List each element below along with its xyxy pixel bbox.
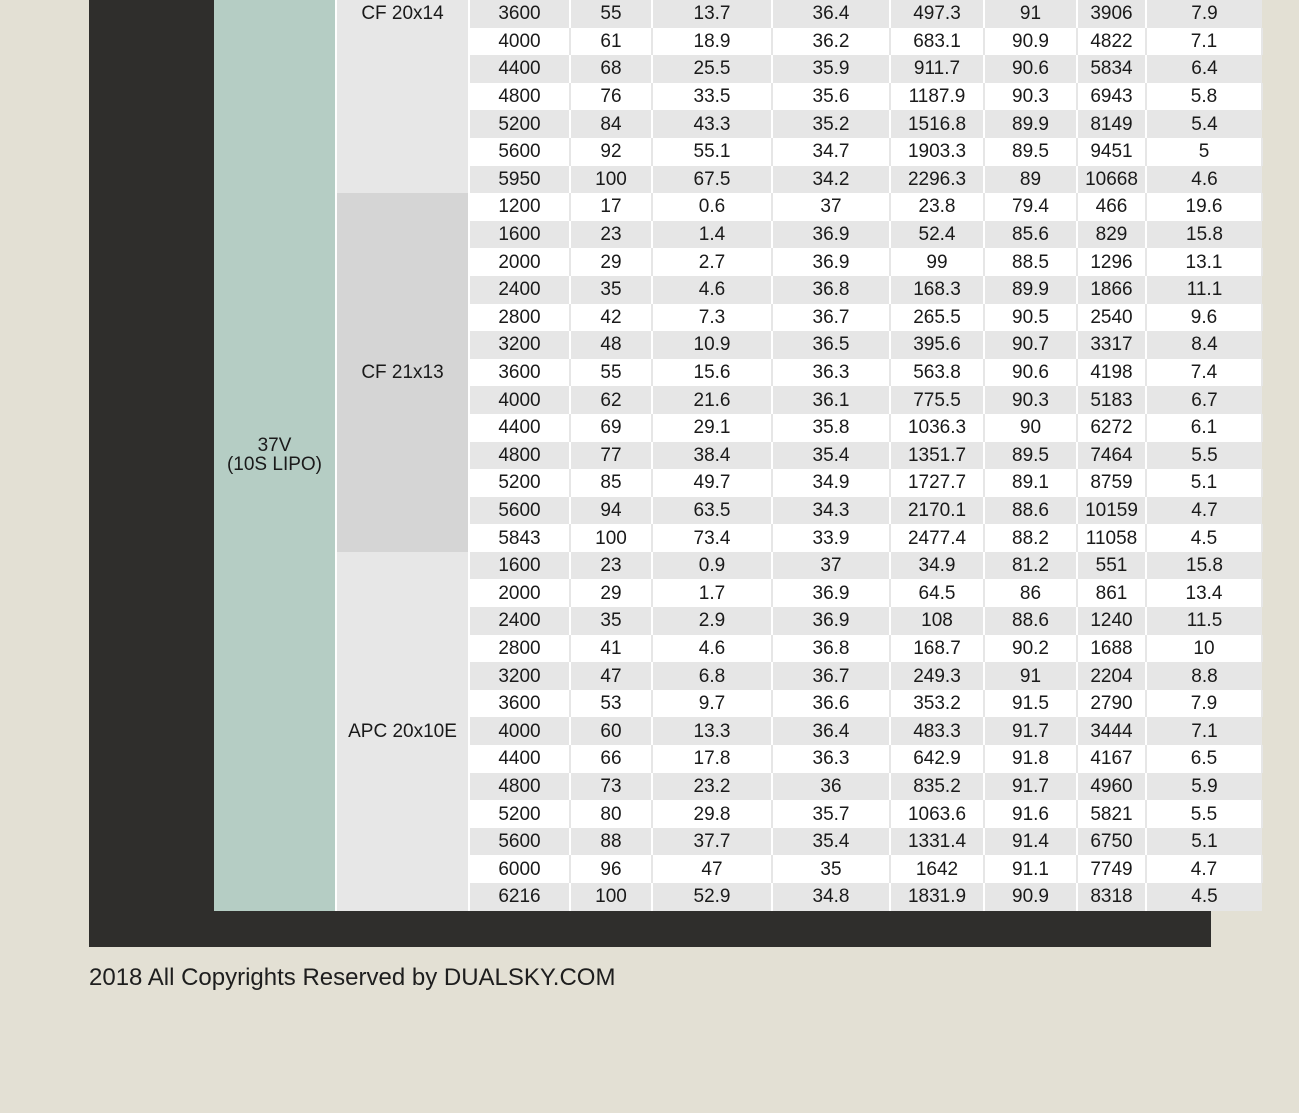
table-cell: 4960 [1077, 773, 1146, 801]
table-cell: 34.9 [772, 469, 890, 497]
table-cell: 5950 [469, 166, 570, 194]
voltage-cell [214, 0, 336, 911]
table-cell: 36.7 [772, 662, 890, 690]
table-cell: 10668 [1077, 166, 1146, 194]
table-cell: 683.1 [890, 28, 984, 56]
table-cell: 68 [570, 55, 652, 83]
table-cell: 1200 [469, 193, 570, 221]
table-cell: 29 [570, 579, 652, 607]
table-cell: 90.9 [984, 883, 1077, 911]
table-row [214, 193, 1262, 221]
table-cell: 34.8 [772, 883, 890, 911]
table-cell: 42 [570, 304, 652, 332]
table-cell: 88.5 [984, 248, 1077, 276]
table-cell: 17 [570, 193, 652, 221]
table-cell: 2.7 [652, 248, 772, 276]
table-cell: 11.1 [1146, 276, 1262, 304]
table-cell: 5200 [469, 469, 570, 497]
table-cell: 4.5 [1146, 524, 1262, 552]
table-cell: 8.8 [1146, 662, 1262, 690]
table-cell: 7.3 [652, 304, 772, 332]
table-cell: 4800 [469, 83, 570, 111]
table-cell: 99 [890, 248, 984, 276]
table-cell: 3600 [469, 0, 570, 28]
table-cell: 7.1 [1146, 717, 1262, 745]
table-row [214, 552, 1262, 580]
table-cell: 5.9 [1146, 773, 1262, 801]
table-cell: 90.7 [984, 331, 1077, 359]
table-cell: 4.7 [1146, 855, 1262, 883]
table-cell: 36.3 [772, 359, 890, 387]
table-cell: 35.6 [772, 83, 890, 111]
table-cell: 55 [570, 359, 652, 387]
performance-table-container [214, 0, 1262, 913]
table-row [214, 0, 1262, 28]
table-cell: 18.9 [652, 28, 772, 56]
table-cell: 36 [772, 773, 890, 801]
table-cell: 4800 [469, 442, 570, 470]
table-cell: 5200 [469, 110, 570, 138]
table-cell: 2.9 [652, 607, 772, 635]
table-cell: 5843 [469, 524, 570, 552]
table-cell: 91.7 [984, 717, 1077, 745]
table-cell: 1063.6 [890, 800, 984, 828]
table-cell: 89.5 [984, 138, 1077, 166]
table-cell: 4000 [469, 386, 570, 414]
table-cell: 466 [1077, 193, 1146, 221]
table-cell: 5834 [1077, 55, 1146, 83]
table-cell: 5.5 [1146, 800, 1262, 828]
table-cell: 35.2 [772, 110, 890, 138]
table-cell: 3600 [469, 359, 570, 387]
table-cell: 2540 [1077, 304, 1146, 332]
table-cell: 35.7 [772, 800, 890, 828]
table-cell: 13.1 [1146, 248, 1262, 276]
table-cell: 60 [570, 717, 652, 745]
table-cell: 19.6 [1146, 193, 1262, 221]
table-cell: 2000 [469, 248, 570, 276]
table-cell: 9.6 [1146, 304, 1262, 332]
table-cell: 1036.3 [890, 414, 984, 442]
table-cell: 35.4 [772, 828, 890, 856]
table-cell: 1240 [1077, 607, 1146, 635]
table-cell: 36.8 [772, 276, 890, 304]
table-cell: 4400 [469, 414, 570, 442]
table-cell: 90.6 [984, 55, 1077, 83]
table-cell: 6272 [1077, 414, 1146, 442]
table-cell: 2204 [1077, 662, 1146, 690]
table-cell: 76 [570, 83, 652, 111]
table-cell: 4167 [1077, 745, 1146, 773]
table-cell: 91.8 [984, 745, 1077, 773]
table-cell: 2800 [469, 635, 570, 663]
table-cell: 36.4 [772, 0, 890, 28]
table-cell: 4000 [469, 717, 570, 745]
table-cell: 66 [570, 745, 652, 773]
table-cell: 3906 [1077, 0, 1146, 28]
table-cell: 6.1 [1146, 414, 1262, 442]
table-cell: 10 [1146, 635, 1262, 663]
table-cell: 100 [570, 883, 652, 911]
table-cell: 1.7 [652, 579, 772, 607]
table-cell: 4.6 [652, 635, 772, 663]
table-cell: 35 [772, 855, 890, 883]
table-cell: 6750 [1077, 828, 1146, 856]
table-cell: 7749 [1077, 855, 1146, 883]
table-cell: 1727.7 [890, 469, 984, 497]
table-cell: 29.8 [652, 800, 772, 828]
table-cell: 395.6 [890, 331, 984, 359]
table-cell: 88.2 [984, 524, 1077, 552]
table-cell: 4000 [469, 28, 570, 56]
table-cell: 36.5 [772, 331, 890, 359]
table-cell: 90.6 [984, 359, 1077, 387]
table-cell: 10.9 [652, 331, 772, 359]
table-cell: 23.8 [890, 193, 984, 221]
table-cell: 53 [570, 690, 652, 718]
table-cell: 25.5 [652, 55, 772, 83]
table-cell: 21.6 [652, 386, 772, 414]
table-cell: 0.9 [652, 552, 772, 580]
table-cell: 5600 [469, 497, 570, 525]
table-cell: 1600 [469, 552, 570, 580]
table-cell: 89.9 [984, 110, 1077, 138]
table-cell: 5821 [1077, 800, 1146, 828]
table-cell: 36.6 [772, 690, 890, 718]
table-cell: 0.6 [652, 193, 772, 221]
table-cell: 7.4 [1146, 359, 1262, 387]
table-cell: 23 [570, 221, 652, 249]
table-cell: 91 [984, 662, 1077, 690]
table-cell: 36.1 [772, 386, 890, 414]
table-cell: 35 [570, 276, 652, 304]
table-cell: 36.7 [772, 304, 890, 332]
table-cell: 1903.3 [890, 138, 984, 166]
propeller-label: CF 21x13 [336, 193, 469, 552]
table-body [214, 0, 1262, 911]
table-cell: 5600 [469, 138, 570, 166]
table-cell: 89.9 [984, 276, 1077, 304]
table-cell: 36.9 [772, 221, 890, 249]
table-cell: 2170.1 [890, 497, 984, 525]
table-cell: 85 [570, 469, 652, 497]
table-cell: 61 [570, 28, 652, 56]
table-cell: 69 [570, 414, 652, 442]
table-cell: 13.4 [1146, 579, 1262, 607]
table-cell: 90.2 [984, 635, 1077, 663]
table-cell: 168.3 [890, 276, 984, 304]
table-cell: 62 [570, 386, 652, 414]
table-cell: 6.4 [1146, 55, 1262, 83]
table-cell: 861 [1077, 579, 1146, 607]
table-cell: 9.7 [652, 690, 772, 718]
table-cell: 73.4 [652, 524, 772, 552]
table-cell: 35.9 [772, 55, 890, 83]
voltage-value: 37V [257, 435, 292, 457]
table-cell: 6.5 [1146, 745, 1262, 773]
copyright-notice: 2018 All Copyrights Reserved by DUALSKY.COM [89, 964, 616, 991]
table-cell: 563.8 [890, 359, 984, 387]
table-cell: 6943 [1077, 83, 1146, 111]
table-cell: 6000 [469, 855, 570, 883]
table-cell: 100 [570, 524, 652, 552]
table-cell: 96 [570, 855, 652, 883]
table-cell: 1351.7 [890, 442, 984, 470]
table-cell: 13.3 [652, 717, 772, 745]
table-cell: 7464 [1077, 442, 1146, 470]
table-cell: 1331.4 [890, 828, 984, 856]
table-cell: 92 [570, 138, 652, 166]
table-cell: 1642 [890, 855, 984, 883]
table-cell: 34.2 [772, 166, 890, 194]
table-frame [89, 0, 1223, 947]
table-cell: 43.3 [652, 110, 772, 138]
table-cell: 2296.3 [890, 166, 984, 194]
table-cell: 483.3 [890, 717, 984, 745]
table-cell: 15.8 [1146, 221, 1262, 249]
table-cell: 4.6 [652, 276, 772, 304]
table-cell: 36.9 [772, 248, 890, 276]
table-cell: 90.3 [984, 386, 1077, 414]
table-cell: 89 [984, 166, 1077, 194]
table-cell: 48 [570, 331, 652, 359]
table-cell: 79.4 [984, 193, 1077, 221]
table-cell: 29 [570, 248, 652, 276]
table-cell: 63.5 [652, 497, 772, 525]
table-cell: 35.8 [772, 414, 890, 442]
table-cell: 73 [570, 773, 652, 801]
table-cell: 1831.9 [890, 883, 984, 911]
table-cell: 353.2 [890, 690, 984, 718]
table-cell: 36.4 [772, 717, 890, 745]
table-cell: 91 [984, 0, 1077, 28]
table-cell: 35 [570, 607, 652, 635]
table-cell: 81.2 [984, 552, 1077, 580]
table-cell: 3600 [469, 690, 570, 718]
table-cell: 5200 [469, 800, 570, 828]
table-cell: 642.9 [890, 745, 984, 773]
table-cell: 3317 [1077, 331, 1146, 359]
table-cell: 88.6 [984, 497, 1077, 525]
table-cell: 88.6 [984, 607, 1077, 635]
table-cell: 55 [570, 0, 652, 28]
table-cell: 15.8 [1146, 552, 1262, 580]
table-cell: 11.5 [1146, 607, 1262, 635]
table-cell: 1.4 [652, 221, 772, 249]
table-cell: 47 [570, 662, 652, 690]
table-cell: 90.5 [984, 304, 1077, 332]
table-cell: 2400 [469, 276, 570, 304]
table-cell: 36.9 [772, 607, 890, 635]
table-cell: 37 [772, 552, 890, 580]
table-cell: 3200 [469, 662, 570, 690]
table-cell: 5.5 [1146, 442, 1262, 470]
table-cell: 17.8 [652, 745, 772, 773]
table-cell: 34.9 [890, 552, 984, 580]
table-cell: 86 [984, 579, 1077, 607]
table-cell: 85.6 [984, 221, 1077, 249]
table-cell: 34.7 [772, 138, 890, 166]
table-cell: 89.1 [984, 469, 1077, 497]
table-cell: 29.1 [652, 414, 772, 442]
table-cell: 4198 [1077, 359, 1146, 387]
table-cell: 6.7 [1146, 386, 1262, 414]
table-cell: 4800 [469, 773, 570, 801]
table-cell: 7.9 [1146, 690, 1262, 718]
table-cell: 34.3 [772, 497, 890, 525]
table-cell: 4822 [1077, 28, 1146, 56]
table-cell: 55.1 [652, 138, 772, 166]
table-cell: 835.2 [890, 773, 984, 801]
table-cell: 64.5 [890, 579, 984, 607]
table-cell: 1296 [1077, 248, 1146, 276]
table-cell: 4.5 [1146, 883, 1262, 911]
table-cell: 23 [570, 552, 652, 580]
table-cell: 36.2 [772, 28, 890, 56]
table-cell: 5.1 [1146, 469, 1262, 497]
table-cell: 49.7 [652, 469, 772, 497]
table-cell: 829 [1077, 221, 1146, 249]
table-cell: 13.7 [652, 0, 772, 28]
table-cell: 2800 [469, 304, 570, 332]
table-cell: 7.1 [1146, 28, 1262, 56]
table-cell: 8.4 [1146, 331, 1262, 359]
table-cell: 5.4 [1146, 110, 1262, 138]
table-cell: 52.9 [652, 883, 772, 911]
table-cell: 90.9 [984, 28, 1077, 56]
table-cell: 4.6 [1146, 166, 1262, 194]
table-cell: 1688 [1077, 635, 1146, 663]
propeller-label: CF 20x14 [336, 0, 469, 193]
table-cell: 33.5 [652, 83, 772, 111]
table-cell: 5183 [1077, 386, 1146, 414]
table-cell: 23.2 [652, 773, 772, 801]
table-cell: 89.5 [984, 442, 1077, 470]
propeller-label: APC 20x10E [336, 552, 469, 911]
table-cell: 84 [570, 110, 652, 138]
table-cell: 2790 [1077, 690, 1146, 718]
table-cell: 8149 [1077, 110, 1146, 138]
table-cell: 77 [570, 442, 652, 470]
motor-performance-table [214, 0, 1263, 911]
table-cell: 91.7 [984, 773, 1077, 801]
table-cell: 1187.9 [890, 83, 984, 111]
table-cell: 2000 [469, 579, 570, 607]
table-cell: 37 [772, 193, 890, 221]
table-cell: 1866 [1077, 276, 1146, 304]
table-cell: 497.3 [890, 0, 984, 28]
table-cell: 4.7 [1146, 497, 1262, 525]
table-cell: 265.5 [890, 304, 984, 332]
table-cell: 6.8 [652, 662, 772, 690]
table-cell: 8759 [1077, 469, 1146, 497]
table-cell: 91.4 [984, 828, 1077, 856]
table-cell: 2477.4 [890, 524, 984, 552]
table-cell: 36.3 [772, 745, 890, 773]
table-cell: 3200 [469, 331, 570, 359]
table-cell: 15.6 [652, 359, 772, 387]
table-cell: 2400 [469, 607, 570, 635]
table-cell: 5 [1146, 138, 1262, 166]
table-cell: 67.5 [652, 166, 772, 194]
table-cell: 10159 [1077, 497, 1146, 525]
table-cell: 100 [570, 166, 652, 194]
table-cell: 3444 [1077, 717, 1146, 745]
table-cell: 90.3 [984, 83, 1077, 111]
table-cell: 52.4 [890, 221, 984, 249]
table-cell: 249.3 [890, 662, 984, 690]
table-cell: 38.4 [652, 442, 772, 470]
table-cell: 94 [570, 497, 652, 525]
table-cell: 5.1 [1146, 828, 1262, 856]
table-cell: 80 [570, 800, 652, 828]
table-cell: 36.9 [772, 579, 890, 607]
table-cell: 8318 [1077, 883, 1146, 911]
table-cell: 9451 [1077, 138, 1146, 166]
table-cell: 911.7 [890, 55, 984, 83]
table-cell: 90 [984, 414, 1077, 442]
table-cell: 6216 [469, 883, 570, 911]
table-cell: 108 [890, 607, 984, 635]
table-cell: 4400 [469, 745, 570, 773]
table-cell: 91.5 [984, 690, 1077, 718]
table-cell: 1516.8 [890, 110, 984, 138]
table-cell: 33.9 [772, 524, 890, 552]
table-cell: 4400 [469, 55, 570, 83]
table-cell: 1600 [469, 221, 570, 249]
table-cell: 37.7 [652, 828, 772, 856]
table-cell: 5600 [469, 828, 570, 856]
table-cell: 47 [652, 855, 772, 883]
table-cell: 168.7 [890, 635, 984, 663]
table-cell: 35.4 [772, 442, 890, 470]
table-cell: 551 [1077, 552, 1146, 580]
table-cell: 5.8 [1146, 83, 1262, 111]
table-cell: 91.6 [984, 800, 1077, 828]
table-cell: 775.5 [890, 386, 984, 414]
table-cell: 88 [570, 828, 652, 856]
table-cell: 36.8 [772, 635, 890, 663]
table-cell: 7.9 [1146, 0, 1262, 28]
battery-config: (10S LIPO) [226, 454, 323, 476]
table-cell: 11058 [1077, 524, 1146, 552]
table-cell: 91.1 [984, 855, 1077, 883]
table-cell: 41 [570, 635, 652, 663]
